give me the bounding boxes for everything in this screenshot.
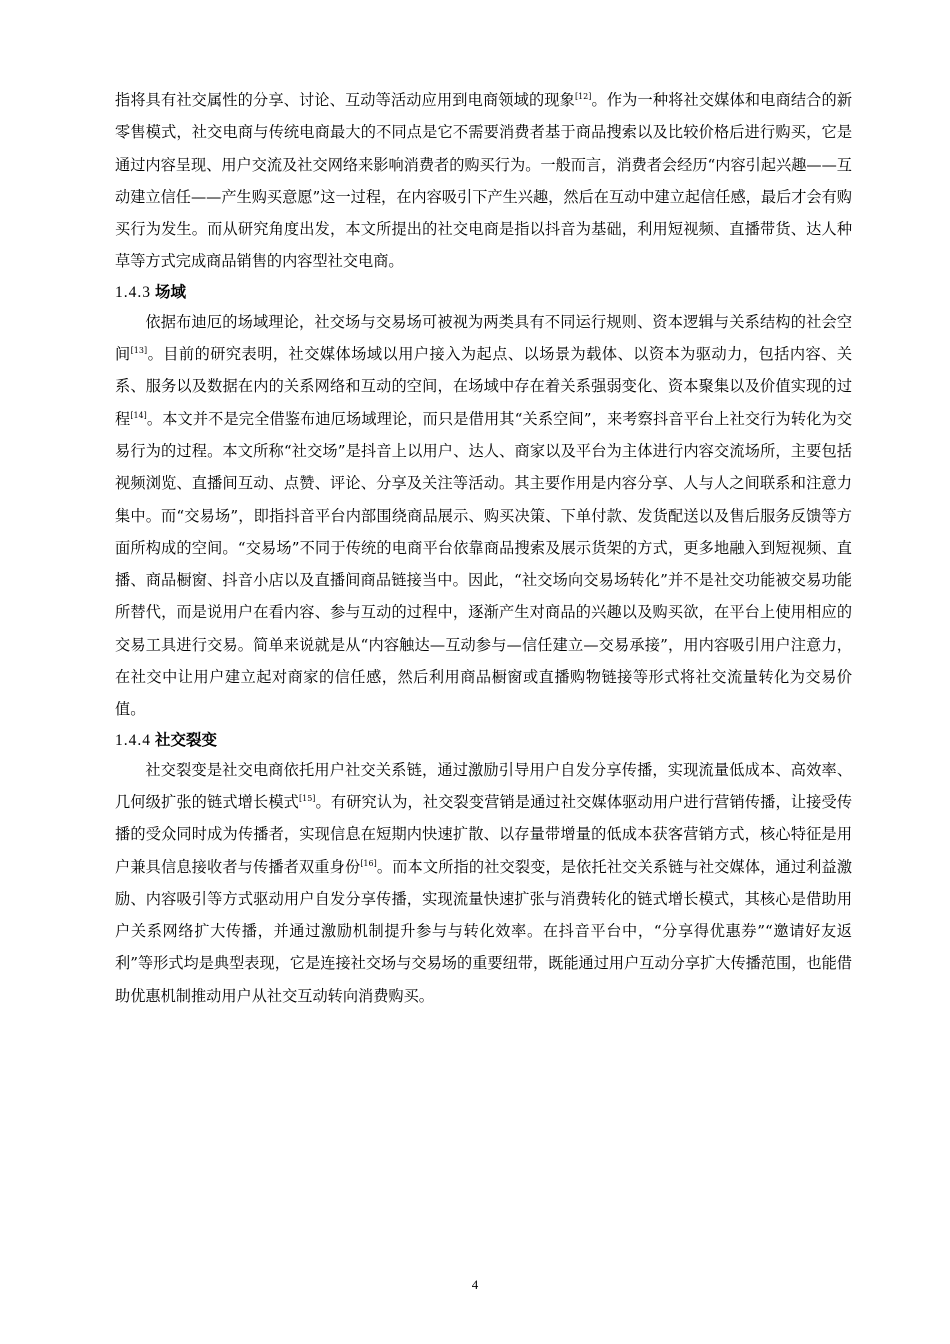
section-number: 1.4.4 xyxy=(115,731,151,749)
section-title: 场域 xyxy=(155,282,187,301)
text-run: 社交裂变是社交电商依托用户社交关系链，通过激励引导用户自发分享传播，实现流量低成本、高效率、几何级扩张的链式增长模式 xyxy=(115,760,852,811)
text-run: 。有研究认为，社交裂变营销是通过社交媒体驱动用户进行营销传播，让接受传播的受众同时成为传播者，实现信息在短期内快速扩散、以存量带增量的低成本获客营销方式，核心特征是用户兼具信息接收者与传播者双重身份 xyxy=(115,792,853,876)
text-run: 。本文并不是完全借鉴布迪厄场域理论，而只是借用其“关系空间”，来考察抖音平台上社交行为转化为交易行为的过程。本文所称“社交场”是抖音上以用户、达人、商家以及平台为主体进行内容交流场所，主要包括视频浏览、直播间互动、点赞、评论、分享及关注等活动。其主要作用是内容分享、人与人之间联系和注意力集中。而“交易场”，即指抖音平台内部围绕商品展示、购买决策、下单付款、发货配送以及售后服务反馈等方面所构成的空间。“交易场”不同于传统的电商平台依靠商品搜索及展示货架的方式，更多地融入到短视频、直播、商品橱窗、抖音小店以及直播间商品链接当中。因此，“社交场向交易场转化”并不是社交功能被交易功能所替代，而是说用户在看内容、参与互动的过程中，逐渐产生对商品的兴趣以及购买欲，在平台上使用相应的交易工具进行交易。简单来说就是从“内容触达—互动参与—信任建立—交易承接”，用内容吸引用户注意力，在社交中让用户建立起对商家的信任感，然后利用商品橱窗或直播购物链接等形式将社交流量转化为交易价值。 xyxy=(115,409,853,719)
section-heading-1-4-4 xyxy=(115,726,852,754)
paragraph-field-theory xyxy=(115,306,852,726)
section-heading-1-4-3 xyxy=(115,278,852,306)
citation-marker: [12] xyxy=(574,92,592,101)
paragraph-definition-continued xyxy=(115,84,852,278)
citation-marker: [14] xyxy=(130,410,147,420)
text-run: 。目前的研究表明，社交媒体场域以用户接入为起点、以场景为载体、以资本为驱动力，包括内容、关系、服务以及数据在内的关系网络和互动的空间，在场域中存在着关系强弱变化、资本聚集以及价值实现的过程 xyxy=(115,345,853,428)
citation-marker: [16] xyxy=(360,858,377,868)
section-number: 1.4.3 xyxy=(115,283,151,301)
text-run: 指将具有社交属性的分享、讨论、互动等活动应用到电商领域的现象 xyxy=(115,91,575,109)
paragraph-social-fission xyxy=(115,754,852,1012)
page-body xyxy=(115,84,852,1012)
citation-marker: [15] xyxy=(298,793,316,803)
text-run: 依据布迪厄的场域理论，社交场与交易场可被视为两类具有不同运行规则、资本逻辑与关系结构的社会空间 xyxy=(115,312,852,364)
text-run: 。作为一种将社交媒体和电商结合的新零售模式，社交电商与传统电商最大的不同点是它不需要消费者基于商品搜索以及比较价格后进行购买，它是通过内容呈现、用户交流及社交网络来影响消费者的购买行为。一般而言，消费者会经历“内容引起兴趣——互动建立信任——产生购买意愿”这一过程，在内容吸引下产生兴趣，然后在互动中建立起信任感，最后才会有购买行为发生。而从研究角度出发，本文所提出的社交电商是指以抖音为基础，利用短视频、直播带货、达人种草等方式完成商品销售的内容型社交电商。 xyxy=(115,91,853,271)
text-run: 。而本文所指的社交裂变，是依托社交关系链与社交媒体，通过利益激励、内容吸引等方式驱动用户自发分享传播，实现流量快速扩张与消费转化的链式增长模式，其核心是借助用户关系网络扩大传播，并通过激励机制提升参与与转化效率。在抖音平台中，“分享得优惠券”“邀请好友返利”等形式均是典型表现，它是连接社交场与交易场的重要纽带，既能通过用户互动分享扩大传播范围，也能借助优惠机制推动用户从社交互动转向消费购买。 xyxy=(115,857,853,1005)
section-title: 社交裂变 xyxy=(155,730,218,749)
citation-marker: [13] xyxy=(130,346,148,356)
page-number: 4 xyxy=(471,1277,479,1292)
